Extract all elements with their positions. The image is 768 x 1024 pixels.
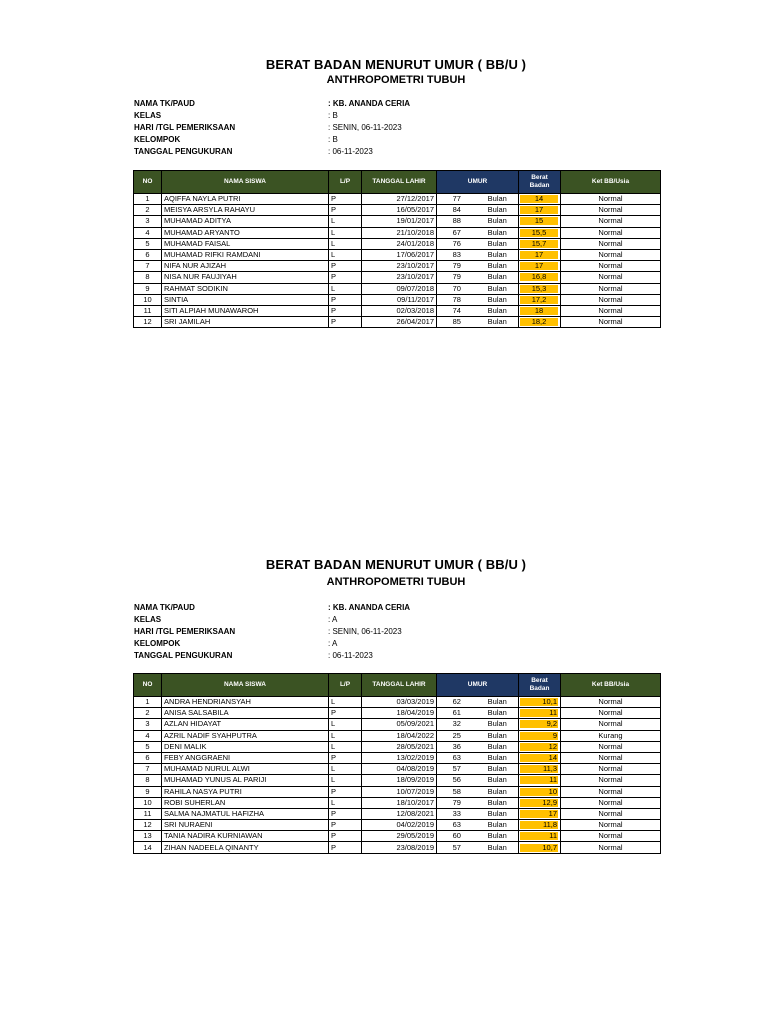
cell-berat-badan xyxy=(519,719,561,730)
cell-lp: P xyxy=(329,708,362,719)
table-row xyxy=(134,808,661,819)
cell-umur: 79 xyxy=(437,272,477,283)
cell-ket: Normal xyxy=(561,294,661,305)
cell-lp: P xyxy=(329,317,362,328)
cell-no: 5 xyxy=(134,238,162,249)
cell-nama: MEISYA ARSYLA RAHAYU xyxy=(162,205,329,216)
cell-tgl-lahir: 18/10/2017 xyxy=(362,797,437,808)
cell-nama: MUHAMAD NURUL ALWI xyxy=(162,764,329,775)
meta-label-school: NAMA TK/PAUD xyxy=(134,99,195,108)
cell-nama: FEBY ANGGRAENI xyxy=(162,752,329,763)
cell-ket: Normal xyxy=(561,261,661,272)
cell-no: 7 xyxy=(134,261,162,272)
cell-umur: 32 xyxy=(437,719,477,730)
cell-nama: SINTIA xyxy=(162,294,329,305)
cell-umur: 62 xyxy=(437,697,477,708)
cell-no: 1 xyxy=(134,194,162,205)
cell-nama: SRI JAMILAH xyxy=(162,317,329,328)
col-lp: L/P xyxy=(329,674,362,697)
cell-berat-badan xyxy=(519,730,561,741)
cell-umur-unit: Bulan xyxy=(477,786,519,797)
meta-value-group: : B xyxy=(328,135,338,144)
cell-ket: Normal xyxy=(561,797,661,808)
meta-label-measure-date: TANGGAL PENGUKURAN xyxy=(134,651,233,660)
col-nama: NAMA SISWA xyxy=(162,674,329,697)
cell-umur: 67 xyxy=(437,227,477,238)
cell-lp: P xyxy=(329,808,362,819)
col-lp: L/P xyxy=(329,171,362,194)
col-umur: UMUR xyxy=(437,171,519,194)
meta-value-group: : A xyxy=(328,639,338,648)
cell-nama: NISA NUR FAUJIYAH xyxy=(162,272,329,283)
berat-badan-value: 11 xyxy=(520,709,558,717)
cell-ket: Normal xyxy=(561,205,661,216)
cell-lp: P xyxy=(329,261,362,272)
cell-umur: 56 xyxy=(437,775,477,786)
cell-lp: L xyxy=(329,730,362,741)
cell-ket: Kurang xyxy=(561,730,661,741)
cell-tgl-lahir: 17/06/2017 xyxy=(362,249,437,260)
meta-value-measure-date: : 06-11-2023 xyxy=(328,147,373,156)
berat-badan-value: 10,1 xyxy=(520,698,558,706)
meta-label-school: NAMA TK/PAUD xyxy=(134,603,195,612)
table-row xyxy=(134,752,661,763)
cell-tgl-lahir: 09/07/2018 xyxy=(362,283,437,294)
cell-no: 3 xyxy=(134,216,162,227)
cell-berat-badan xyxy=(519,752,561,763)
cell-umur: 88 xyxy=(437,216,477,227)
cell-nama: MUHAMAD RIFKI RAMDANI xyxy=(162,249,329,260)
cell-ket: Normal xyxy=(561,317,661,328)
cell-lp: L xyxy=(329,775,362,786)
cell-no: 6 xyxy=(134,752,162,763)
cell-umur: 63 xyxy=(437,820,477,831)
cell-nama: AZLAN HIDAYAT xyxy=(162,719,329,730)
cell-nama: ANDRA HENDRIANSYAH xyxy=(162,697,329,708)
cell-nama: SALMA NAJMATUL HAFIZHA xyxy=(162,808,329,819)
cell-lp: P xyxy=(329,752,362,763)
berat-badan-value: 10,7 xyxy=(520,844,558,852)
cell-tgl-lahir: 18/09/2019 xyxy=(362,775,437,786)
cell-berat-badan xyxy=(519,741,561,752)
report-subtitle: ANTHROPOMETRI TUBUH xyxy=(326,74,466,86)
col-nama: NAMA SISWA xyxy=(162,171,329,194)
report-title: BERAT BADAN MENURUT UMUR ( BB/U ) xyxy=(265,557,527,572)
cell-ket: Normal xyxy=(561,283,661,294)
cell-lp: L xyxy=(329,238,362,249)
berat-badan-value: 11,8 xyxy=(520,821,558,829)
cell-umur: 74 xyxy=(437,305,477,316)
cell-umur: 36 xyxy=(437,741,477,752)
berat-badan-value: 10 xyxy=(520,788,558,796)
cell-no: 3 xyxy=(134,719,162,730)
cell-ket: Normal xyxy=(561,820,661,831)
table-row xyxy=(134,697,661,708)
meta-value-measure-date: : 06-11-2023 xyxy=(328,651,373,660)
berat-badan-value: 17 xyxy=(520,262,558,270)
cell-lp: P xyxy=(329,842,362,853)
berat-badan-value: 11,3 xyxy=(520,765,558,773)
cell-umur-unit: Bulan xyxy=(477,808,519,819)
cell-no: 1 xyxy=(134,697,162,708)
cell-umur-unit: Bulan xyxy=(477,697,519,708)
cell-berat-badan xyxy=(519,842,561,853)
cell-lp: L xyxy=(329,797,362,808)
cell-no: 11 xyxy=(134,808,162,819)
cell-lp: P xyxy=(329,194,362,205)
cell-tgl-lahir: 18/04/2019 xyxy=(362,708,437,719)
cell-nama: AQIFFA NAYLA PUTRI xyxy=(162,194,329,205)
cell-tgl-lahir: 29/05/2019 xyxy=(362,831,437,842)
cell-tgl-lahir: 02/03/2018 xyxy=(362,305,437,316)
cell-umur-unit: Bulan xyxy=(477,283,519,294)
cell-tgl-lahir: 09/11/2017 xyxy=(362,294,437,305)
cell-umur: 77 xyxy=(437,194,477,205)
cell-berat-badan xyxy=(519,797,561,808)
cell-tgl-lahir: 05/09/2021 xyxy=(362,719,437,730)
cell-tgl-lahir: 04/02/2019 xyxy=(362,820,437,831)
cell-ket: Normal xyxy=(561,708,661,719)
cell-umur-unit: Bulan xyxy=(477,238,519,249)
cell-nama: ROBI SUHERLAN xyxy=(162,797,329,808)
cell-tgl-lahir: 23/10/2017 xyxy=(362,272,437,283)
col-tgl: TANGGAL LAHIR xyxy=(362,674,437,697)
cell-umur-unit: Bulan xyxy=(477,842,519,853)
cell-berat-badan xyxy=(519,808,561,819)
cell-ket: Normal xyxy=(561,752,661,763)
cell-umur-unit: Bulan xyxy=(477,194,519,205)
col-berat: Berat Badan xyxy=(519,171,561,194)
cell-ket: Normal xyxy=(561,764,661,775)
cell-lp: P xyxy=(329,294,362,305)
cell-lp: L xyxy=(329,741,362,752)
cell-umur-unit: Bulan xyxy=(477,708,519,719)
cell-umur: 84 xyxy=(437,205,477,216)
cell-nama: RAHILA NASYA PUTRI xyxy=(162,786,329,797)
cell-umur-unit: Bulan xyxy=(477,305,519,316)
table-row xyxy=(134,775,661,786)
meta-value-school: : KB. ANANDA CERIA xyxy=(328,99,411,108)
cell-nama: ZIHAN NADEELA QINANTY xyxy=(162,842,329,853)
cell-nama: MUHAMAD ADITYA xyxy=(162,216,329,227)
berat-badan-value: 16,8 xyxy=(520,273,558,281)
cell-umur-unit: Bulan xyxy=(477,797,519,808)
berat-badan-value: 15,7 xyxy=(520,240,558,248)
cell-ket: Normal xyxy=(561,831,661,842)
meta-label-group: KELOMPOK xyxy=(134,639,181,648)
cell-nama: NIFA NUR AJIZAH xyxy=(162,261,329,272)
report-subtitle: ANTHROPOMETRI TUBUH xyxy=(326,576,466,588)
cell-tgl-lahir: 12/08/2021 xyxy=(362,808,437,819)
berat-badan-value: 9,2 xyxy=(520,720,558,728)
cell-tgl-lahir: 21/10/2018 xyxy=(362,227,437,238)
cell-lp: L xyxy=(329,249,362,260)
cell-umur: 58 xyxy=(437,786,477,797)
cell-ket: Normal xyxy=(561,808,661,819)
berat-badan-value: 11 xyxy=(520,832,558,840)
cell-nama: MUHAMAD ARYANTO xyxy=(162,227,329,238)
cell-ket: Normal xyxy=(561,227,661,238)
cell-ket: Normal xyxy=(561,842,661,853)
cell-nama: MUHAMAD YUNUS AL PARIJI xyxy=(162,775,329,786)
cell-ket: Normal xyxy=(561,697,661,708)
meta-label-group: KELOMPOK xyxy=(134,135,181,144)
cell-ket: Normal xyxy=(561,775,661,786)
cell-umur: 78 xyxy=(437,294,477,305)
cell-tgl-lahir: 23/08/2019 xyxy=(362,842,437,853)
cell-tgl-lahir: 23/10/2017 xyxy=(362,261,437,272)
cell-ket: Normal xyxy=(561,194,661,205)
cell-umur-unit: Bulan xyxy=(477,752,519,763)
cell-umur: 61 xyxy=(437,708,477,719)
cell-lp: L xyxy=(329,719,362,730)
col-no: NO xyxy=(134,171,162,194)
cell-lp: P xyxy=(329,831,362,842)
col-no: NO xyxy=(134,674,162,697)
col-berat: Berat Badan xyxy=(519,674,561,697)
berat-badan-value: 11 xyxy=(520,776,558,784)
cell-tgl-lahir: 10/07/2019 xyxy=(362,786,437,797)
cell-umur-unit: Bulan xyxy=(477,741,519,752)
meta-value-exam-date: : SENIN, 06-11-2023 xyxy=(328,627,402,636)
cell-tgl-lahir: 27/12/2017 xyxy=(362,194,437,205)
cell-umur: 70 xyxy=(437,283,477,294)
meta-label-exam-date: HARI /TGL PEMERIKSAAN xyxy=(134,123,236,132)
cell-nama: RAHMAT SODIKIN xyxy=(162,283,329,294)
cell-lp: L xyxy=(329,764,362,775)
cell-no: 8 xyxy=(134,775,162,786)
col-tgl: TANGGAL LAHIR xyxy=(362,171,437,194)
cell-lp: L xyxy=(329,227,362,238)
cell-tgl-lahir: 24/01/2018 xyxy=(362,238,437,249)
table-row xyxy=(134,786,661,797)
cell-ket: Normal xyxy=(561,305,661,316)
cell-nama: SRI NURAENI xyxy=(162,820,329,831)
cell-tgl-lahir: 04/08/2019 xyxy=(362,764,437,775)
table-row xyxy=(134,764,661,775)
berat-badan-value: 12 xyxy=(520,743,558,751)
table-body xyxy=(134,697,661,854)
table-row xyxy=(134,708,661,719)
cell-no: 13 xyxy=(134,831,162,842)
cell-umur-unit: Bulan xyxy=(477,272,519,283)
cell-umur: 60 xyxy=(437,831,477,842)
berat-badan-value: 14 xyxy=(520,195,558,203)
cell-tgl-lahir: 03/03/2019 xyxy=(362,697,437,708)
cell-umur-unit: Bulan xyxy=(477,294,519,305)
cell-umur: 63 xyxy=(437,752,477,763)
cell-lp: P xyxy=(329,820,362,831)
cell-berat-badan xyxy=(519,786,561,797)
berat-badan-value: 17,2 xyxy=(520,296,558,304)
cell-no: 8 xyxy=(134,272,162,283)
cell-lp: P xyxy=(329,205,362,216)
cell-umur: 25 xyxy=(437,730,477,741)
cell-ket: Normal xyxy=(561,719,661,730)
cell-no: 5 xyxy=(134,741,162,752)
berat-badan-value: 15,3 xyxy=(520,285,558,293)
cell-no: 2 xyxy=(134,205,162,216)
cell-lp: P xyxy=(329,786,362,797)
cell-umur: 79 xyxy=(437,261,477,272)
table-row xyxy=(134,831,661,842)
cell-nama: SITI ALPIAH MUNAWAROH xyxy=(162,305,329,316)
cell-umur: 33 xyxy=(437,808,477,819)
berat-badan-value: 17 xyxy=(520,810,558,818)
meta-label-class: KELAS xyxy=(134,615,162,624)
berat-badan-value: 18,2 xyxy=(520,318,558,326)
cell-umur-unit: Bulan xyxy=(477,249,519,260)
table-row xyxy=(134,797,661,808)
cell-no: 9 xyxy=(134,786,162,797)
cell-umur-unit: Bulan xyxy=(477,261,519,272)
table-row xyxy=(134,730,661,741)
col-ket: Ket BB/Usia xyxy=(561,674,661,697)
cell-umur-unit: Bulan xyxy=(477,831,519,842)
cell-umur-unit: Bulan xyxy=(477,719,519,730)
berat-badan-value: 9 xyxy=(520,732,558,740)
cell-lp: P xyxy=(329,305,362,316)
cell-no: 12 xyxy=(134,820,162,831)
cell-berat-badan xyxy=(519,820,561,831)
meta-label-measure-date: TANGGAL PENGUKURAN xyxy=(134,147,233,156)
cell-lp: L xyxy=(329,216,362,227)
cell-no: 4 xyxy=(134,227,162,238)
cell-ket: Normal xyxy=(561,238,661,249)
cell-no: 2 xyxy=(134,708,162,719)
berat-badan-value: 14 xyxy=(520,754,558,762)
cell-tgl-lahir: 26/04/2017 xyxy=(362,317,437,328)
cell-no: 9 xyxy=(134,283,162,294)
meta-label-exam-date: HARI /TGL PEMERIKSAAN xyxy=(134,627,236,636)
cell-tgl-lahir: 28/05/2021 xyxy=(362,741,437,752)
cell-nama: MUHAMAD FAISAL xyxy=(162,238,329,249)
report-title: BERAT BADAN MENURUT UMUR ( BB/U ) xyxy=(265,57,527,72)
cell-umur-unit: Bulan xyxy=(477,205,519,216)
berat-badan-value: 15,5 xyxy=(520,229,558,237)
cell-tgl-lahir: 18/04/2022 xyxy=(362,730,437,741)
cell-umur-unit: Bulan xyxy=(477,216,519,227)
cell-no: 10 xyxy=(134,294,162,305)
cell-berat-badan xyxy=(519,708,561,719)
table-header-row xyxy=(134,674,661,697)
table-row xyxy=(134,842,661,853)
cell-lp: L xyxy=(329,697,362,708)
cell-no: 6 xyxy=(134,249,162,260)
cell-no: 4 xyxy=(134,730,162,741)
cell-ket: Normal xyxy=(561,741,661,752)
cell-umur-unit: Bulan xyxy=(477,227,519,238)
cell-ket: Normal xyxy=(561,216,661,227)
table-row xyxy=(134,719,661,730)
berat-badan-value: 17 xyxy=(520,206,558,214)
cell-no: 10 xyxy=(134,797,162,808)
cell-no: 11 xyxy=(134,305,162,316)
cell-berat-badan xyxy=(519,697,561,708)
meta-value-school: : KB. ANANDA CERIA xyxy=(328,603,411,612)
cell-berat-badan xyxy=(519,775,561,786)
cell-nama: ANISA SALSABILA xyxy=(162,708,329,719)
cell-umur: 79 xyxy=(437,797,477,808)
cell-tgl-lahir: 13/02/2019 xyxy=(362,752,437,763)
cell-lp: P xyxy=(329,272,362,283)
cell-ket: Normal xyxy=(561,249,661,260)
cell-no: 14 xyxy=(134,842,162,853)
meta-value-class: : B xyxy=(328,111,338,120)
berat-badan-value: 12,9 xyxy=(520,799,558,807)
cell-umur-unit: Bulan xyxy=(477,775,519,786)
col-umur: UMUR xyxy=(437,674,519,697)
cell-umur: 57 xyxy=(437,764,477,775)
berat-badan-value: 15 xyxy=(520,217,558,225)
table-row xyxy=(134,820,661,831)
cell-nama: TANIA NADIRA KURNIAWAN xyxy=(162,831,329,842)
cell-nama: DENI MALIK xyxy=(162,741,329,752)
meta-label-class: KELAS xyxy=(134,111,162,120)
cell-umur-unit: Bulan xyxy=(477,820,519,831)
cell-ket: Normal xyxy=(561,786,661,797)
cell-ket: Normal xyxy=(561,272,661,283)
berat-badan-value: 18 xyxy=(520,307,558,315)
cell-umur: 57 xyxy=(437,842,477,853)
meta-value-exam-date: : SENIN, 06-11-2023 xyxy=(328,123,402,132)
berat-badan-value: 17 xyxy=(520,251,558,259)
measurement-table xyxy=(133,673,661,854)
cell-tgl-lahir: 19/01/2017 xyxy=(362,216,437,227)
cell-no: 7 xyxy=(134,764,162,775)
cell-no: 12 xyxy=(134,317,162,328)
cell-umur: 85 xyxy=(437,317,477,328)
cell-berat-badan xyxy=(519,831,561,842)
cell-umur-unit: Bulan xyxy=(477,764,519,775)
cell-umur-unit: Bulan xyxy=(477,317,519,328)
cell-lp: L xyxy=(329,283,362,294)
table-row xyxy=(134,741,661,752)
cell-berat-badan xyxy=(519,764,561,775)
cell-umur-unit: Bulan xyxy=(477,730,519,741)
col-ket: Ket BB/Usia xyxy=(561,171,661,194)
cell-tgl-lahir: 16/05/2017 xyxy=(362,205,437,216)
cell-umur: 83 xyxy=(437,249,477,260)
cell-nama: AZRIL NADIF SYAHPUTRA xyxy=(162,730,329,741)
meta-value-class: : A xyxy=(328,615,338,624)
cell-umur: 76 xyxy=(437,238,477,249)
